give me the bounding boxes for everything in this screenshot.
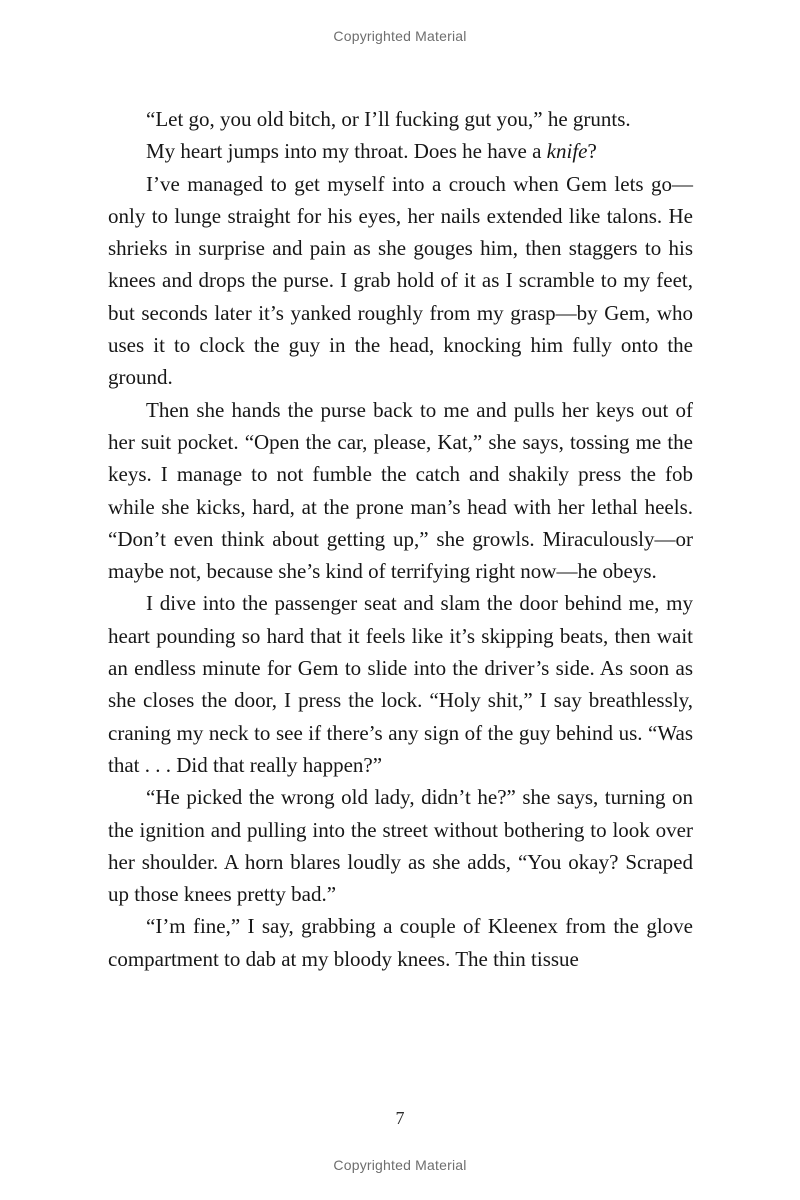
paragraph-text: My heart jumps into my throat. Does he have a: [146, 139, 547, 164]
page-number: 7: [395, 1108, 405, 1128]
paragraph: [108, 135, 693, 167]
paragraph: [108, 168, 693, 394]
paragraph-text: I’ve managed to get myself into a crouch when Gem lets go—only to lunge straight for his eyes, her nails extended like talons. He shrieks in surprise and pain as she gouges him, then staggers to his knees and drops the purse. I grab hold of it as I scramble to my feet, but seconds later it’s yanked roughly from my grasp—by Gem, who uses it to clock the guy in the head, knocking him fully onto the ground.: [108, 171, 693, 390]
paragraph-text: “I’m fine,” I say, grabbing a couple of Kleenex from the glove compartment to dab at my bloody knees. The thin tissue: [108, 914, 693, 971]
paragraph: [108, 103, 693, 135]
copyright-notice-top: Copyrighted Material: [333, 28, 467, 44]
paragraph: [108, 781, 693, 910]
paragraph-text: “He picked the wrong old lady, didn’t he?” she says, turning on the ignition and pulling into the street without bothering to look over her shoulder. A horn blares loudly as she adds, “You okay? Scraped up those knees pretty bad.”: [108, 785, 693, 907]
paragraph: [108, 587, 693, 781]
paragraph-text: “Let go, you old bitch, or I’ll fucking gut you,” he grunts.: [146, 107, 631, 131]
italic-word: knife: [546, 139, 588, 164]
copyright-notice-bottom: Copyrighted Material: [333, 1157, 467, 1173]
paragraph: [108, 394, 693, 588]
book-body-text: [108, 103, 693, 975]
paragraph-text: ?: [587, 139, 597, 164]
paragraph: [108, 910, 693, 975]
paragraph-text: Then she hands the purse back to me and pulls her keys out of her suit pocket. “Open the car, please, Kat,” she says, tossing me the keys. I manage to not fumble the catch and shakily press the fob while she kicks, hard, at the prone man’s head with her lethal heels. “Don’t even think about getting up,” she growls. Miraculously—or maybe not, because she’s kind of terrifying right now—he obeys.: [108, 397, 693, 584]
paragraph-text: I dive into the passenger seat and slam the door behind me, my heart pounding so hard that it feels like it’s skipping beats, then wait an endless minute for Gem to slide into the driver’s side. As soon as she closes the door, I press the lock. “Holy shit,” I say breathlessly, craning my neck to see if there’s any sign of the guy behind us. “Was that . . . Did that really happen?”: [108, 591, 693, 777]
